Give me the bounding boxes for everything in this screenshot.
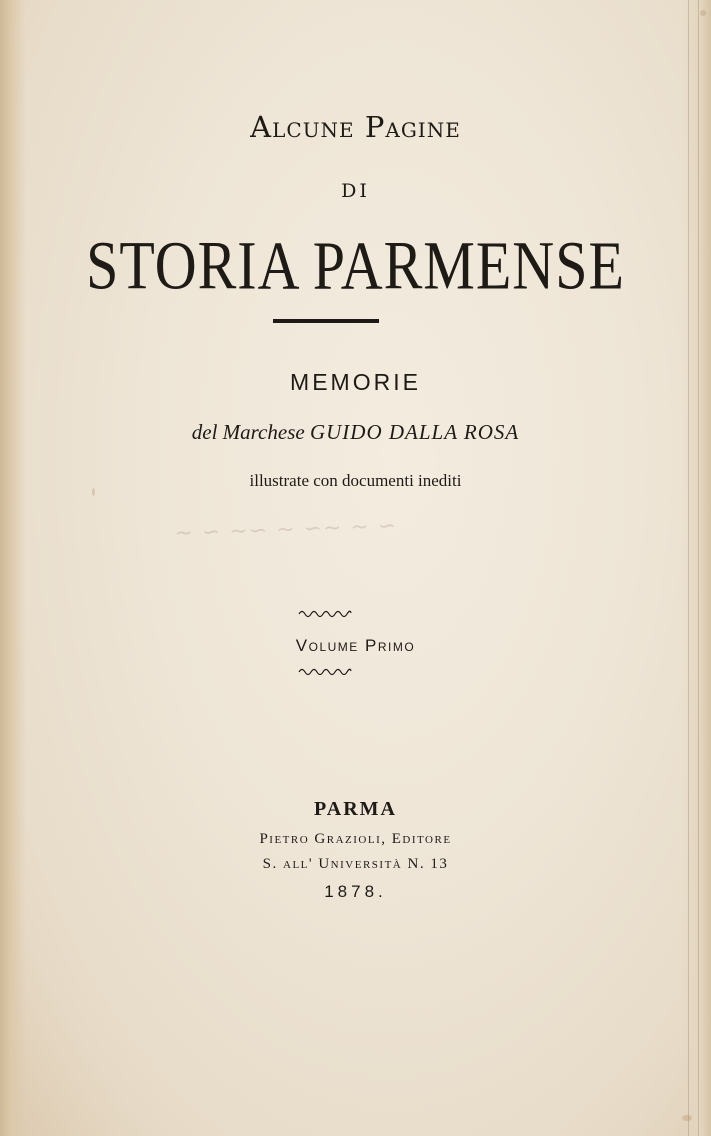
title-di: DI [341, 180, 370, 202]
right-page-edge [681, 0, 711, 1136]
paper-edge-line [698, 0, 699, 1136]
ornament-squiggle-top [298, 608, 352, 618]
foxing-spot [700, 10, 706, 16]
paper-edge-line [688, 0, 689, 1136]
subtitle: MEMORIE [290, 369, 421, 395]
author-name: GUIDO DALLA ROSA [309, 420, 520, 444]
ornament-squiggle-bottom [298, 666, 352, 676]
main-title: STORIA PARMENSE [86, 227, 625, 304]
left-page-edge [0, 0, 26, 1136]
volume-label: Volume Primo [295, 636, 416, 655]
author-line [0, 420, 711, 445]
imprint-city: PARMA [314, 798, 397, 820]
imprint-year: 1878. [324, 882, 387, 901]
imprint-publisher: Pietro Grazioli, Editore [259, 831, 452, 847]
title-rule [273, 319, 379, 323]
title-line-1: Alcune Pagine [250, 110, 461, 144]
bleed-through-stamp: ∼ ∽ ∼∽ ∼ ∽∼ ∼ ∽ [174, 513, 398, 547]
foxing-spot [682, 1115, 692, 1121]
author-prefix: del Marchese [191, 420, 310, 444]
description: illustrate con documenti inediti [249, 471, 462, 490]
imprint-address: S. all' Università N. 13 [262, 856, 449, 872]
